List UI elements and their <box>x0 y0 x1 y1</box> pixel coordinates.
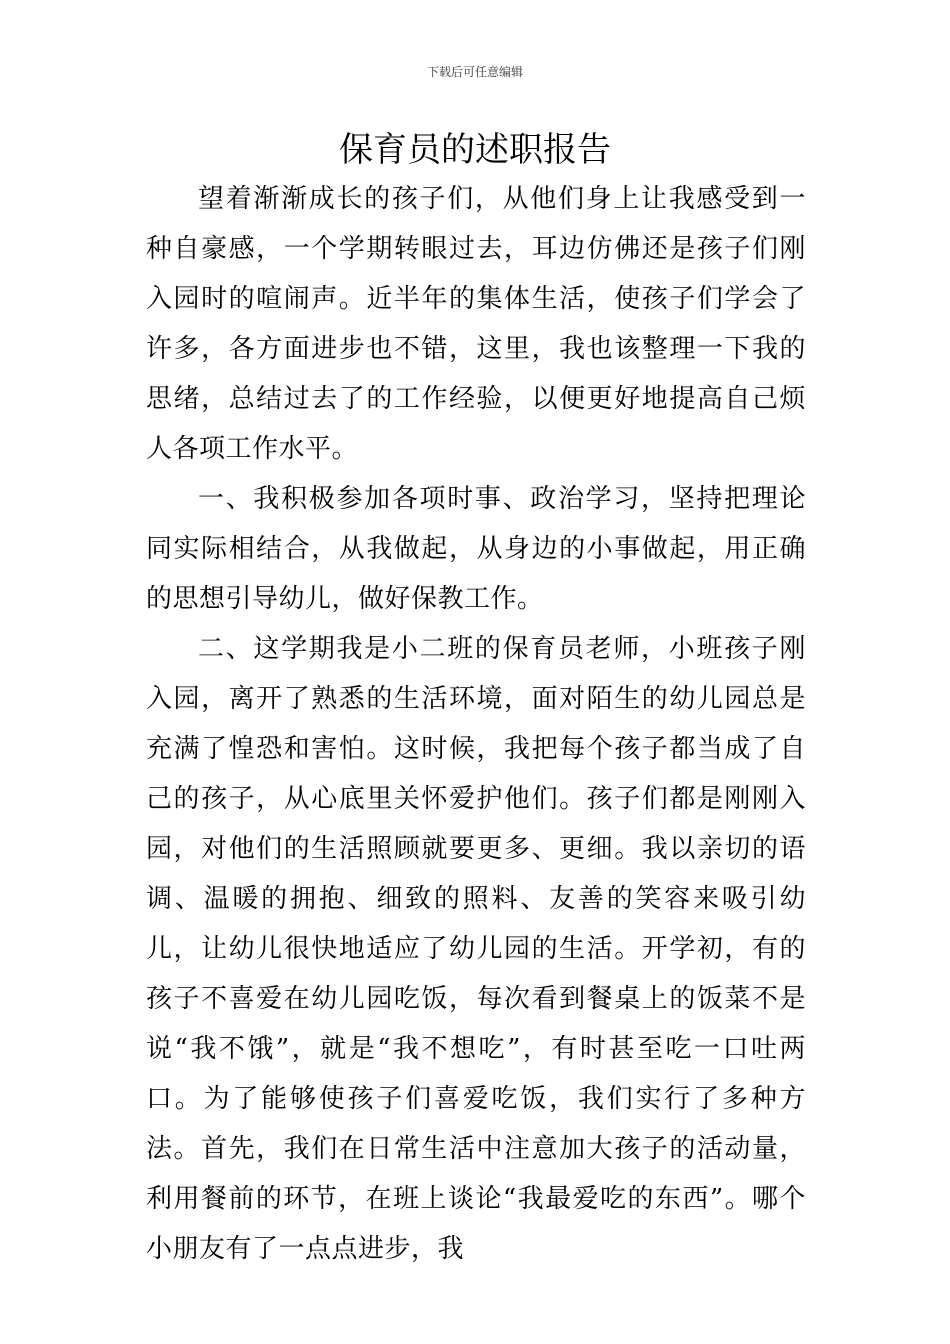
paragraph-section-one: 一、我积极参加各项时事、政治学习，坚持把理论同实际相结合，从我做起，从身边的小事做起，用正确的思想引导幼儿，做好保教工作。 <box>146 484 806 614</box>
paragraph-intro: 望着渐渐成长的孩子们，从他们身上让我感受到一种自豪感，一个学期转眼过去，耳边仿佛还是孩子们刚入园时的喧闹声。近半年的集体生活，使孩子们学会了许多，各方面进步也不错，这里，我也该整理一下我的思绪，总结过去了的工作经验，以便更好地提高自己烦人各项工作水平。 <box>146 184 806 464</box>
header-note: 下载后可任意编辑 <box>426 65 523 79</box>
document-body <box>146 174 806 1274</box>
document-title: 保育员的述职报告 <box>339 130 611 170</box>
paragraph-section-two: 二、这学期我是小二班的保育员老师，小班孩子刚入园，离开了熟悉的生活环境，面对陌生的幼儿园总是充满了惶恐和害怕。这时候，我把每个孩子都当成了自己的孩子，从心底里关怀爱护他们。孩子们都是刚刚入园，对他们的生活照顾就要更多、更细。我以亲切的语调、温暖的拥抱、细致的照料、友善的笑容来吸引幼儿，让幼儿很快地适应了幼儿园的生活。开学初，有的孩子不喜爱在幼儿园吃饭，每次看到餐桌上的饭菜不是说“我不饿”，就是“我不想吃”，有时甚至吃一口吐两口。为了能够使孩子们喜爱吃饭，我们实行了多种方法。首先，我们在日常生活中注意加大孩子的活动量，利用餐前的环节，在班上谈论“我最爱吃的东西”。哪个小朋友有了一点点进步，我 <box>146 634 806 1264</box>
